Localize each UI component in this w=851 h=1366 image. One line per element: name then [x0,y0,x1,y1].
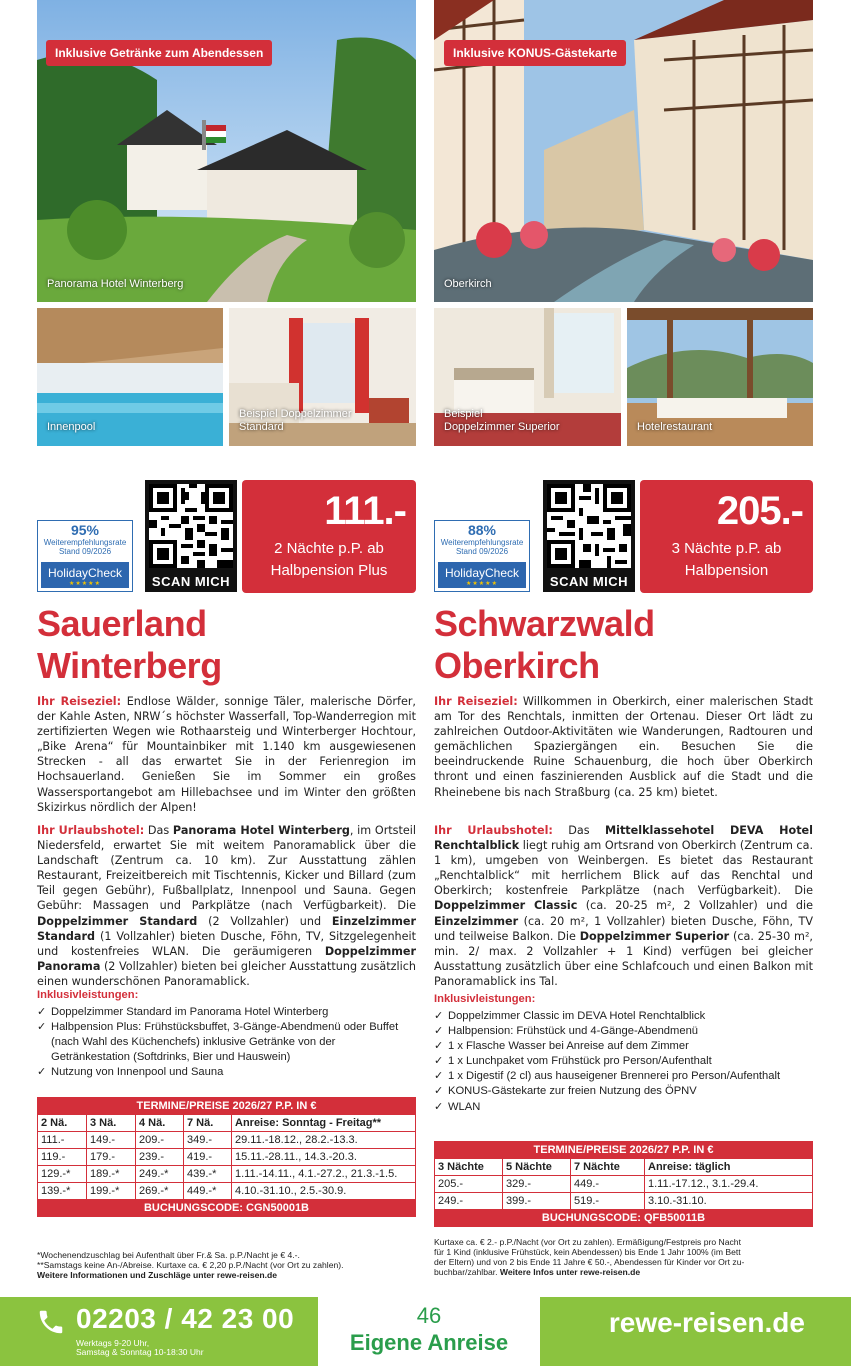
qr-code-pattern [547,484,631,568]
title-town: Oberkirch [434,645,600,686]
qr-code[interactable] [145,480,237,592]
photo-double-room [229,308,416,446]
logo-stars: ★★★★★ [466,581,498,587]
recommendation-label: Weiterempfehlungsrate [440,538,524,547]
price-box [640,480,813,593]
label-reiseziel: Ihr Reiseziel: [434,695,518,708]
table-cell: 269.-* [136,1183,184,1200]
inclusion-item: ✓ 1 x Lunchpaket vom Frühstück pro Person/Aufenthalt [434,1054,813,1069]
logo-text: HolidayCheck [47,566,123,580]
column-header: Anreise: Sonntag - Freitag** [232,1115,416,1132]
price-amount: 111.- [324,489,406,533]
room-type: Doppelzimmer Superior [579,929,730,943]
inclusions-list [434,1009,813,1115]
table-cell: 439.-* [184,1166,232,1183]
table-cell: 1.11.-14.11., 4.1.-27.2., 21.3.-1.5. [232,1166,416,1183]
hotel-name: Mittelklassehotel DEVA Hotel Renchtalblick [434,824,813,853]
column-header: 5 Nächte [503,1159,571,1176]
reiseziel-text: Endlose Wälder, sonnige Täler, malerische Dörfer, der Kahle Asten, NRW´s höchster Wasserfall, Top-Wanderregion mit zertifizierten Wegen wie Rothaarsteig und Winterberger Hochtour, „Bike Arena“ für Mountainbiker mit 1.140 km ausgewiesenen Strecken - all das erwartet Sie in der Ferienregion im Hochsauerland. Genießen Sie im Sommer ein großes Wassersportangebot am Hillebachsee und im Winter den größten Skizirkus nördlich der Alpen! [37,695,416,814]
column-header: 3 Nächte [435,1159,503,1176]
opening-hours: Samstag & Sonntag 10-18:30 Uhr [76,1347,204,1357]
hotel-text: Das [144,824,173,837]
inclusion-item: ✓ WLAN [434,1100,813,1115]
booking-code: BUCHUNGSCODE: QFB50011B [435,1210,813,1227]
price-table-header: TERMINE/PREISE 2026/27 P.P. IN € [38,1098,416,1115]
scan-label: SCAN MICH [151,574,231,589]
table-cell: 29.11.-18.12., 28.2.-13.3. [232,1132,416,1149]
table-cell: 249.- [435,1193,503,1210]
page-info [318,1297,540,1366]
destination-description [37,694,416,815]
phone-icon [36,1307,66,1337]
footnotes [37,1250,416,1280]
photo-caption: Hotelrestaurant [637,421,713,433]
table-row [38,1149,416,1166]
page-footer [0,1297,851,1366]
footnote-link: Weitere Infos unter rewe-reisen.de [497,1267,641,1277]
table-cell: 4.10.-31.10., 2.5.-30.9. [232,1183,416,1200]
table-cell: 449.-* [184,1183,232,1200]
table-cell: 399.- [503,1193,571,1210]
feature-tag: Inklusive KONUS-Gästekarte [444,40,626,66]
price-nights: 2 Nächte p.P. ab [274,540,384,557]
price-amount: 205.- [716,489,803,533]
recommendation-rate: 95% [70,522,100,538]
room-type: Einzelzimmer Standard [37,914,417,943]
photo-hotel-restaurant [627,308,813,446]
label-urlaubshotel: Ihr Urlaubshotel: [434,824,553,837]
destination-title [434,603,655,687]
inclusion-item: ✓ Nutzung von Innenpool und Sauna [37,1065,416,1080]
price-nights: 3 Nächte p.P. ab [671,540,782,557]
hotel-name: Panorama Hotel Winterberg [172,824,350,837]
hotel-text: (2 Vollzahler) bieten bei gleicher Ausstattung zusätzlich einen wunderschönen Panoramablick. [37,959,416,988]
table-cell: 239.- [136,1149,184,1166]
title-region: Sauerland [37,603,207,644]
hotel-text: Das [552,824,605,837]
price-details [242,538,416,582]
table-row [435,1193,813,1210]
caption-line: Beispiel Doppelzimmer [239,408,352,420]
price-board: Halbpension [684,562,769,579]
column-header: 3 Nä. [87,1115,136,1132]
label-urlaubshotel: Ihr Urlaubshotel: [37,824,145,837]
photo-caption [444,408,560,434]
inclusion-item: ✓ Halbpension: Frühstück und 4-Gänge-Abendmenü [434,1024,813,1039]
destination-description [434,694,813,800]
footnote: *Wochenendzuschlag bei Aufenthalt über Fr.& Sa. p.P./Nacht je € 4.-. [37,1250,300,1260]
table-cell: 139.-* [38,1183,87,1200]
inclusion-item: ✓ KONUS-Gästekarte zur freien Nutzung des ÖPNV [434,1084,813,1099]
label-inklusivleistungen: Inklusivleistungen: [434,993,536,1005]
website-link[interactable]: rewe-reisen.de [608,1307,805,1338]
column-header: Anreise: täglich [645,1159,813,1176]
footnote: der Eltern) und von 2 bis Ende 11 Jahre € 50.-, Abendessen für Kinder vor Ort zu- [434,1257,745,1267]
table-cell: 329.- [503,1176,571,1193]
reiseziel-text: Willkommen in Oberkirch, einer malerischen Stadt am Tor des Renchtals, inmitten der Ortenau. Dieser Ort lädt zu zahlreichen Outdoor-Aktivitäten wie Wanderungen, Radtouren und gemächlichen Spaziergängen ein. Besuchen Sie die beeindruckende Ruine Schauenburg, die hoch über Oberkirch thront und einen faszinierenden Ausblick auf die Stadt und die Rheinebene bis nach Straßburg (ca. 25 km) bietet. [434,695,813,799]
label-reiseziel: Ihr Reiseziel: [37,695,122,708]
price-box [242,480,416,593]
table-cell: 129.-* [38,1166,87,1183]
qr-code-pattern [149,484,233,568]
table-row [435,1176,813,1193]
column-header: 7 Nächte [571,1159,645,1176]
feature-tag: Inklusive Getränke zum Abendessen [46,40,272,66]
table-cell: 111.- [38,1132,87,1149]
table-row [38,1166,416,1183]
table-cell: 1.11.-17.12., 3.1.-29.4. [645,1176,813,1193]
table-cell: 209.- [136,1132,184,1149]
caption-line: Doppelzimmer Superior [444,421,560,433]
inclusions-list [37,1005,416,1080]
inclusion-item: ✓ Halbpension Plus: Frühstücksbuffet, 3-Gänge-Abendmenü oder Buffet (nach Wahl des Küchenchefs) inklusive Getränke von der Getränkestation (Softdrinks, Bier und Hauswein) [37,1020,416,1065]
column-header: 2 Nä. [38,1115,87,1132]
price-table [37,1097,416,1217]
hotel-description [434,823,813,989]
inclusion-item: ✓ 1 x Flasche Wasser bei Anreise auf dem Zimmer [434,1039,813,1054]
inclusion-item: ✓ Doppelzimmer Standard im Panorama Hotel Winterberg [37,1005,416,1020]
footnote: für 1 Kind (inklusive Frühstück, kein Abendessen) bis Ende 1 Jahr 100% (im Bett [434,1247,741,1257]
website-panel [540,1297,851,1366]
holidaycheck-badge [37,520,133,592]
phone-number[interactable]: 02203 / 42 23 00 [76,1303,295,1334]
section-title: Eigene Anreise [349,1330,509,1355]
table-cell: 199.-* [87,1183,136,1200]
table-cell: 179.- [87,1149,136,1166]
recommendation-rate: 88% [467,522,497,538]
column-header: 7 Nä. [184,1115,232,1132]
hotel-text: (1 Vollzahler) bieten Dusche, Föhn, TV, Sitzgelegenheit und kostenfreies WLAN. Die geräumigeren [37,929,416,958]
price-table [434,1141,813,1227]
holidaycheck-logo [41,562,129,588]
room-type: Doppelzimmer Panorama [37,944,416,973]
logo-stars: ★★★★★ [69,581,101,587]
scan-label: SCAN MICH [549,574,629,589]
hotel-text: (ca. 20 m², 1 Vollzahler) bieten Dusche, Föhn, TV und teilweise Balkon. Die [434,914,813,943]
table-cell: 349.- [184,1132,232,1149]
caption-line: Standard [239,421,284,433]
table-cell: 15.11.-28.11., 14.3.-20.3. [232,1149,416,1166]
page-number: 46 [416,1303,442,1328]
footnote: **Samstags keine An-/Abreise. Kurtaxe ca. € 2,20 p.P./Nacht (vor Ort zu zahlen). [37,1260,344,1270]
table-cell: 189.-* [87,1166,136,1183]
label-inklusivleistungen: Inklusivleistungen: [37,989,139,1001]
room-type: Einzelzimmer [434,914,519,928]
booking-code: BUCHUNGSCODE: CGN50001B [38,1200,416,1217]
footnote-text: buchbar/zahlbar. [434,1267,498,1277]
hotel-description [37,823,416,989]
price-table-header: TERMINE/PREISE 2026/27 P.P. IN € [435,1142,813,1159]
room-type: Doppelzimmer Standard [37,914,198,928]
logo-text: HolidayCheck [444,566,520,580]
table-cell: 449.- [571,1176,645,1193]
table-cell: 249.-* [136,1166,184,1183]
column-header: 4 Nä. [136,1115,184,1132]
room-type: Doppelzimmer Classic [434,899,578,913]
title-region: Schwarzwald [434,603,655,644]
recommendation-date: Stand 09/2026 [58,547,112,556]
destination-title [37,603,222,687]
hotel-text: (ca. 20-25 m², 2 Vollzahler) und die [577,899,814,913]
footnote-link: Weitere Informationen und Zuschläge unter rewe-reisen.de [37,1270,278,1280]
table-cell: 419.- [184,1149,232,1166]
photo-indoor-pool [37,308,223,446]
footnotes [434,1237,813,1277]
hotel-text: liegt ruhig am Ortsrand von Oberkirch (Zentrum ca. 1 km), umgeben von Weinbergen. Es bietet das Restaurant „Renchtalblick“ mit herrlichem Blick auf das Renchtal und Oberkirch; kostenfreie Parkplätze (nach Verfügbarkeit). Die [434,839,813,898]
table-row [38,1132,416,1149]
hotel-text: (2 Vollzahler) und [197,914,332,928]
holidaycheck-badge [434,520,530,592]
qr-code[interactable] [543,480,635,592]
table-cell: 519.- [571,1193,645,1210]
caption-line: Beispiel [444,408,483,420]
footnote: Kurtaxe ca. € 2.- p.P./Nacht (vor Ort zu zahlen). Ermäßigung/Festpreis pro Nacht [434,1237,741,1247]
hotel-text: (ca. 25-30 m², min. 2/ max. 2 Vollzahler + 1 Kind) verfügen bei gleicher Ausstattung zusätzlich über eine Schlafcouch und einen Balkon mit Panoramablick ins Tal. [434,929,813,988]
photo-caption: Panorama Hotel Winterberg [47,278,184,290]
price-board: Halbpension Plus [270,562,388,579]
footnote [434,1267,813,1277]
photo-caption: Oberkirch [444,278,492,290]
table-cell: 3.10.-31.10. [645,1193,813,1210]
holidaycheck-logo [438,562,526,588]
photo-caption: Innenpool [47,421,96,433]
table-cell: 205.- [435,1176,503,1193]
table-cell: 119.- [38,1149,87,1166]
table-row [38,1183,416,1200]
photo-superior-room [434,308,621,446]
price-details [640,538,813,582]
table-cell: 149.- [87,1132,136,1149]
hotel-text: , im Ortsteil Niedersfeld, erwartet Sie mit weitem Panoramablick über die Landschaft (Zentrum ca. 10 km). Zur Ausstattung zählen Restaurant, Freizeitbereich mit Tischtennis, Kicker und Billard (zum Teil gegen Gebühr), Fußballplatz, Innenpool und Sauna. Gegen Gebühr: Massagen und Parkplätze (nach Verfügbarkeit). Die [37,824,416,913]
title-town: Winterberg [37,645,222,686]
inclusion-item: ✓ Doppelzimmer Classic im DEVA Hotel Renchtalblick [434,1009,813,1024]
inclusion-item: ✓ 1 x Digestif (2 cl) aus hauseigener Brennerei pro Person/Aufenthalt [434,1069,813,1084]
recommendation-date: Stand 09/2026 [455,547,509,556]
phone-panel [0,1297,318,1366]
opening-hours: Werktags 9-20 Uhr, [76,1338,150,1348]
recommendation-label: Weiterempfehlungsrate [43,538,127,547]
photo-caption [239,408,352,434]
